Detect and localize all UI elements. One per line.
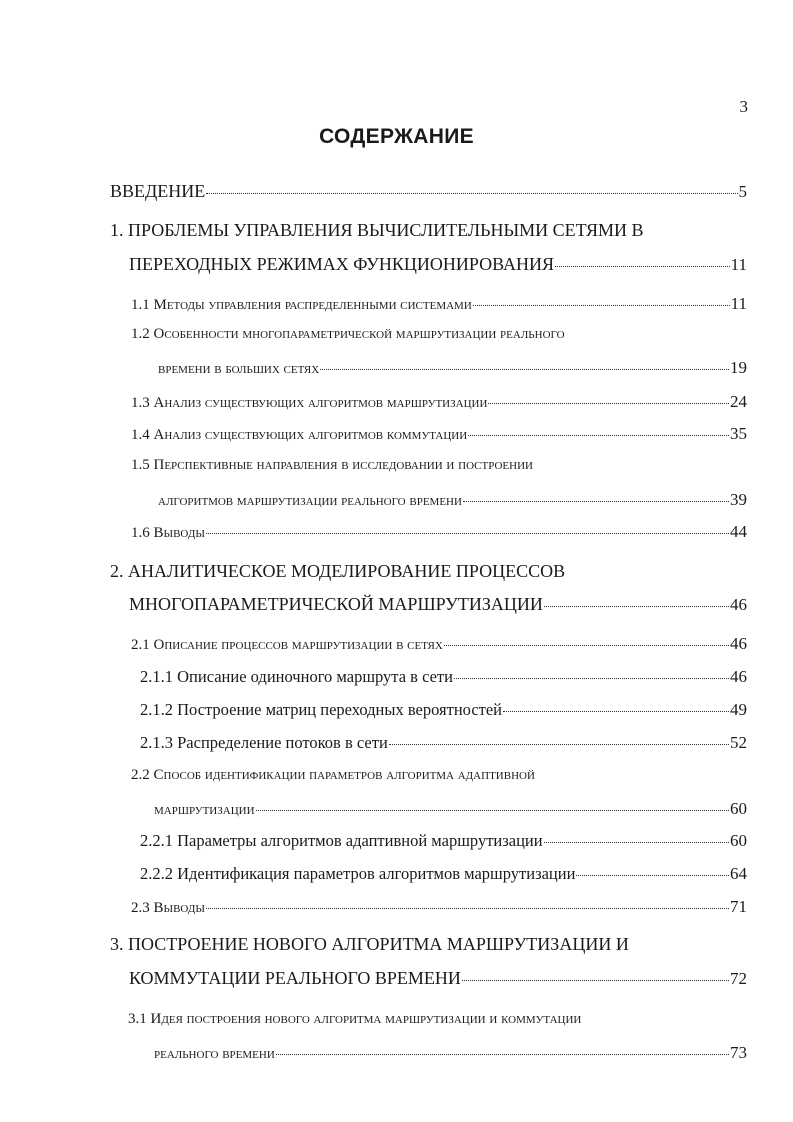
toc-subsection-2-1-2[interactable] bbox=[140, 700, 747, 720]
toc-page-number: 46 bbox=[730, 667, 747, 686]
toc-entry-text: 2.1.3 Распределение потоков в сети bbox=[140, 733, 388, 752]
dot-leader bbox=[206, 193, 737, 194]
toc-section-1-2-line1[interactable]: 1.2 Особенности многопараметрической маршрутизации реального bbox=[131, 326, 565, 342]
toc-subsection-2-2-1[interactable] bbox=[140, 831, 747, 851]
dot-leader bbox=[454, 678, 729, 679]
toc-page-number: 11 bbox=[730, 294, 747, 313]
dot-leader bbox=[503, 711, 729, 712]
toc-page-number: 49 bbox=[730, 700, 747, 719]
dot-leader bbox=[320, 369, 729, 370]
toc-section-1-4[interactable] bbox=[131, 424, 747, 444]
toc-page-number: 46 bbox=[730, 595, 747, 614]
toc-page-number: 72 bbox=[730, 969, 747, 988]
dot-leader bbox=[462, 980, 729, 981]
dot-leader bbox=[276, 1054, 729, 1055]
toc-section-2-3[interactable] bbox=[131, 897, 747, 917]
toc-entry-text: 2.1.2 Построение матриц переходных вероятностей bbox=[140, 700, 503, 719]
dot-leader bbox=[444, 645, 729, 646]
toc-page-number: 24 bbox=[730, 392, 747, 411]
toc-section-2-1[interactable] bbox=[131, 634, 747, 654]
toc-page-number: 11 bbox=[730, 255, 747, 274]
toc-entry-text: МНОГОПАРАМЕТРИЧЕСКОЙ МАРШРУТИЗАЦИИ bbox=[129, 594, 543, 614]
toc-page-number: 44 bbox=[730, 522, 747, 541]
dot-leader bbox=[473, 305, 730, 306]
page-number: 3 bbox=[739, 97, 748, 116]
toc-chapter-2-line1[interactable]: 2. АНАЛИТИЧЕСКОЕ МОДЕЛИРОВАНИЕ ПРОЦЕССОВ bbox=[110, 561, 566, 581]
toc-page-number: 39 bbox=[730, 490, 747, 509]
toc-section-2-2[interactable] bbox=[154, 799, 747, 819]
toc-page-number: 64 bbox=[730, 864, 747, 883]
toc-section-1-5[interactable] bbox=[158, 490, 747, 510]
toc-page-number: 35 bbox=[730, 424, 747, 443]
toc-entry-text: 1.4 Анализ существующих алгоритмов коммутации bbox=[131, 427, 468, 443]
toc-page-number: 60 bbox=[730, 799, 747, 818]
toc-entry-text: маршрутизации bbox=[154, 802, 255, 818]
dot-leader bbox=[463, 501, 729, 502]
toc-entry-text: ПЕРЕХОДНЫХ РЕЖИМАХ ФУНКЦИОНИРОВАНИЯ bbox=[129, 254, 554, 274]
toc-entry-text: времени в больших сетях bbox=[158, 361, 320, 377]
dot-leader bbox=[488, 403, 729, 404]
dot-leader bbox=[576, 875, 729, 876]
dot-leader bbox=[544, 842, 729, 843]
toc-page-number: 60 bbox=[730, 831, 747, 850]
toc-subsection-2-2-2[interactable] bbox=[140, 864, 747, 884]
toc-entry-text: 1.3 Анализ существующих алгоритмов маршрутизации bbox=[131, 395, 488, 411]
toc-section-1-3[interactable] bbox=[131, 392, 747, 412]
toc-entry-text: 2.2.2 Идентификация параметров алгоритмов маршрутизации bbox=[140, 864, 576, 883]
toc-page-number: 52 bbox=[730, 733, 747, 752]
toc-section-2-2-line1[interactable]: 2.2 Способ идентификации параметров алгоритма адаптивной bbox=[131, 767, 535, 783]
toc-section-3-1-line1[interactable]: 3.1 Идея построения нового алгоритма маршрутизации и коммутации bbox=[128, 1011, 582, 1027]
toc-entry-text: 2.1 Описание процессов маршрутизации в сетях bbox=[131, 637, 443, 653]
toc-chapter-1[interactable] bbox=[129, 254, 747, 275]
dot-leader bbox=[256, 810, 729, 811]
toc-subsection-2-1-3[interactable] bbox=[140, 733, 747, 753]
toc-chapter-3-line1[interactable]: 3. ПОСТРОЕНИЕ НОВОГО АЛГОРИТМА МАРШРУТИЗАЦИИ И bbox=[110, 934, 629, 954]
toc-entry-text: 2.1.1 Описание одиночного маршрута в сети bbox=[140, 667, 453, 686]
toc-entry-text: реального времени bbox=[154, 1046, 275, 1062]
dot-leader bbox=[206, 908, 729, 909]
toc-entry-text: ВВЕДЕНИЕ bbox=[110, 181, 206, 201]
toc-entry-text: алгоритмов маршрутизации реального времени bbox=[158, 493, 462, 509]
toc-page-number: 71 bbox=[730, 897, 747, 916]
dot-leader bbox=[468, 435, 729, 436]
toc-entry-text: КОММУТАЦИИ РЕАЛЬНОГО ВРЕМЕНИ bbox=[129, 968, 461, 988]
toc-entry-text: 2.2.1 Параметры алгоритмов адаптивной маршрутизации bbox=[140, 831, 543, 850]
toc-section-1-1[interactable] bbox=[131, 294, 747, 314]
toc-entry-intro[interactable] bbox=[110, 181, 747, 202]
toc-page-number: 19 bbox=[730, 358, 747, 377]
toc-section-1-5-line1[interactable]: 1.5 Перспективные направления в исследовании и построении bbox=[131, 457, 533, 473]
toc-page-number: 5 bbox=[738, 182, 747, 201]
toc-section-1-6[interactable] bbox=[131, 522, 747, 542]
toc-page-number: 73 bbox=[730, 1043, 747, 1062]
toc-entry-text: 1.6 Выводы bbox=[131, 525, 205, 541]
toc-subsection-2-1-1[interactable] bbox=[140, 667, 747, 687]
toc-chapter-2[interactable] bbox=[129, 594, 747, 615]
dot-leader bbox=[389, 744, 729, 745]
toc-entry-text: 2.3 Выводы bbox=[131, 900, 205, 916]
toc-page-number: 46 bbox=[730, 634, 747, 653]
dot-leader bbox=[555, 266, 730, 267]
toc-section-1-2[interactable] bbox=[158, 358, 747, 378]
toc-section-3-1[interactable] bbox=[154, 1043, 747, 1063]
toc-entry-text: 1.1 Методы управления распределенными системами bbox=[131, 297, 472, 313]
toc-chapter-1-line1[interactable]: 1. ПРОБЛЕМЫ УПРАВЛЕНИЯ ВЫЧИСЛИТЕЛЬНЫМИ СЕТЯМИ В bbox=[110, 220, 644, 240]
dot-leader bbox=[206, 533, 729, 534]
dot-leader bbox=[544, 606, 729, 607]
page-title: СОДЕРЖАНИЕ bbox=[319, 125, 474, 148]
toc-chapter-3[interactable] bbox=[129, 968, 747, 989]
